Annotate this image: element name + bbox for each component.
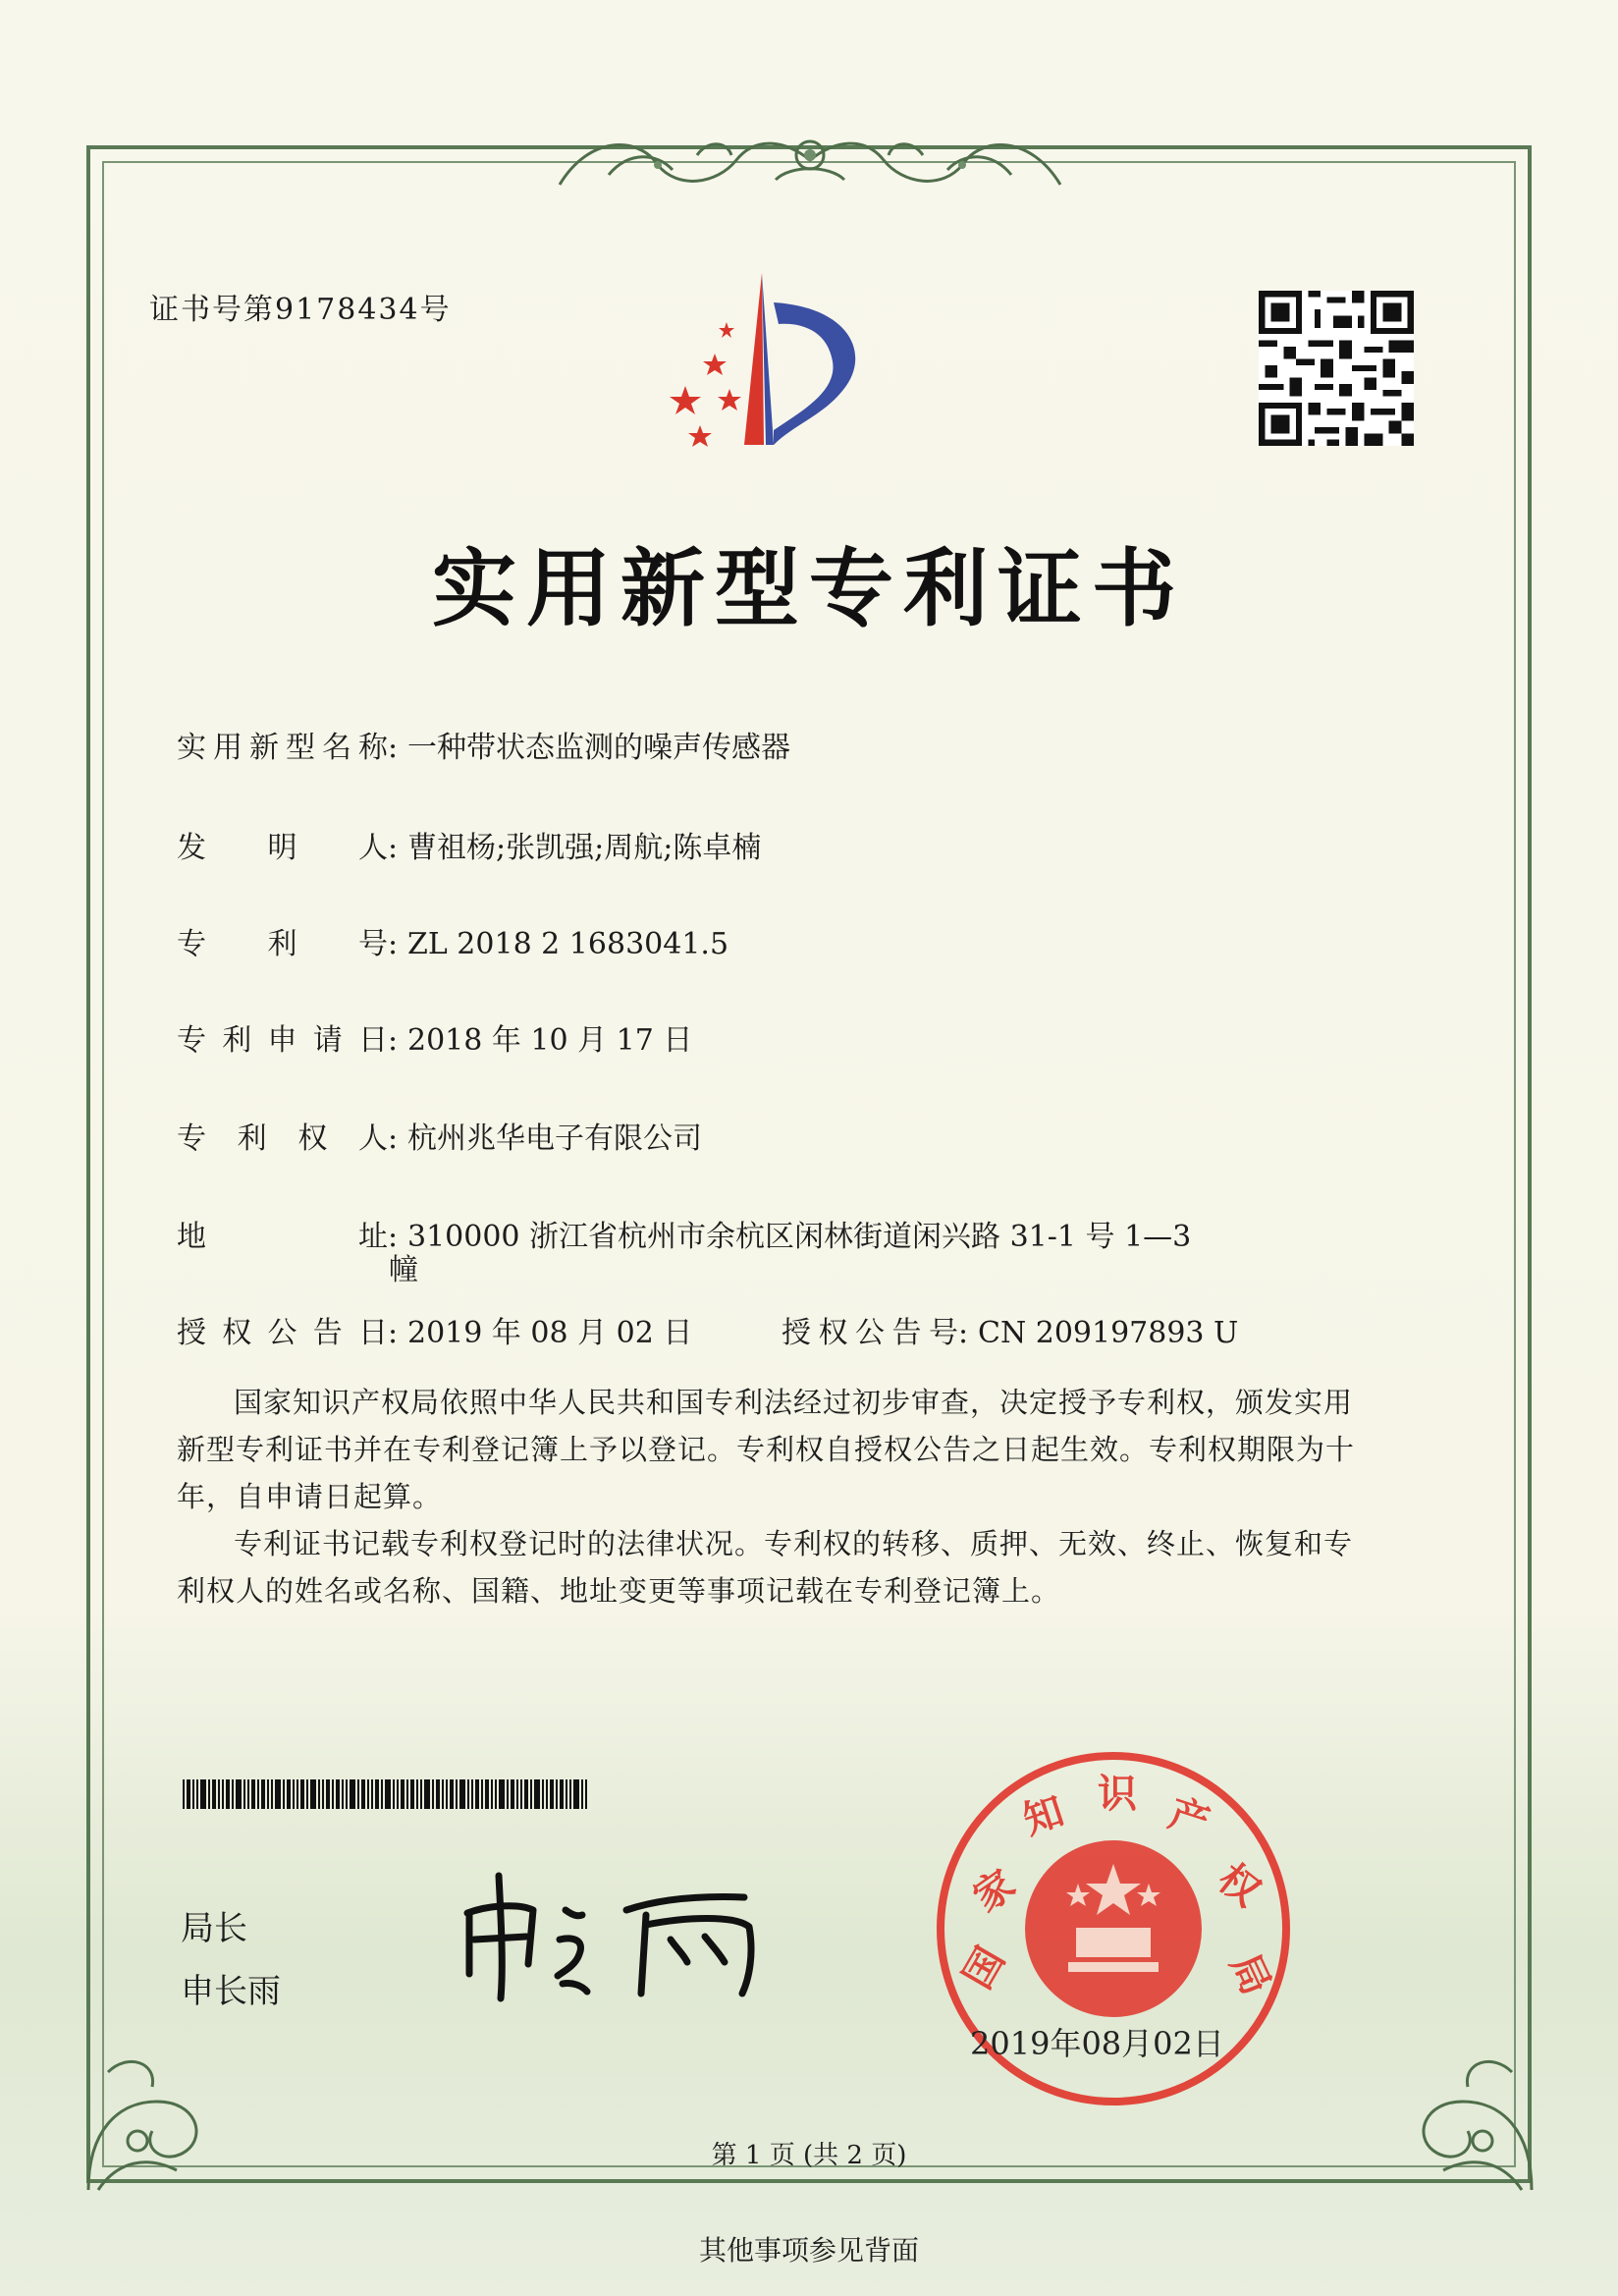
body-paragraph-2: 专利证书记载专利权登记时的法律状况。专利权的转移、质押、无效、终止、恢复和专利权人的姓名或名称、国籍、地址变更等事项记载在专利登记簿上。 [177, 1527, 1354, 1608]
cnipa-logo-icon [656, 263, 911, 460]
director-name: 申长雨 [181, 1972, 281, 2011]
inner-border [102, 161, 1516, 2167]
top-floral-ornament-icon [550, 116, 1070, 204]
svg-text:知: 知 [1017, 1788, 1070, 1844]
field-utility-model-name: 实用新型名称: 一种带状态监测的噪声传感器 [177, 723, 790, 766]
director-title: 局长 [181, 1909, 247, 1948]
certificate-number: 证书号第9178434号 [149, 293, 452, 327]
field-value: 2019 年 08 月 02 日 [407, 1316, 693, 1350]
svg-text:国: 国 [954, 1940, 1014, 1996]
seal-date: 2019年08月02日 [970, 2025, 1224, 2062]
bottom-left-floral-ornament-icon [79, 2043, 245, 2200]
field-address: 地址: 310000 浙江省杭州市余杭区闲林街道闲兴路 31-1 号 1—3 [177, 1212, 1191, 1255]
back-note: 其他事项参见背面 [698, 2234, 919, 2267]
field-value: 310000 浙江省杭州市余杭区闲林街道闲兴路 31-1 号 1—3 [407, 1220, 1192, 1254]
bottom-right-floral-ornament-icon [1375, 2043, 1541, 2200]
field-address-continued: 幢 [389, 1253, 418, 1287]
body-paragraph-1: 国家知识产权局依照中华人民共和国专利法经过初步审查，决定授予专利权，颁发实用新型专利证书并在专利登记簿上予以登记。专利权自授权公告之日起生效。专利权期限为十年，自申请日起算。 [177, 1386, 1356, 1513]
field-label: 实用新型名称 [177, 731, 388, 765]
field-label: 地址 [177, 1220, 388, 1254]
field-label: 授权公告号 [782, 1316, 958, 1350]
field-grant-number: 授权公告号: CN 209197893 U [782, 1308, 1238, 1351]
svg-text:权: 权 [1209, 1855, 1268, 1916]
barcode-icon [183, 1779, 587, 1809]
field-label: 专利号 [177, 927, 388, 961]
field-value: ZL 2018 2 1683041.5 [407, 927, 729, 961]
field-label: 专利权人 [177, 1121, 388, 1156]
field-value: 一种带状态监测的噪声传感器 [407, 731, 790, 765]
page-number: 第 1 页 (共 2 页) [711, 2141, 907, 2170]
field-label: 授权公告日 [177, 1316, 388, 1350]
field-grant-date: 授权公告日: 2019 年 08 月 02 日 [177, 1308, 692, 1351]
field-value: 2018 年 10 月 17 日 [407, 1023, 693, 1058]
field-inventor: 发明人: 曹祖杨;张凯强;周航;陈卓楠 [177, 823, 761, 866]
field-value: CN 209197893 U [978, 1316, 1239, 1350]
field-label: 发明人 [177, 831, 388, 865]
svg-text:识: 识 [1098, 1772, 1137, 1817]
field-filing-date: 专利申请日: 2018 年 10 月 17 日 [177, 1015, 692, 1059]
qr-code-icon [1259, 291, 1414, 446]
field-value: 杭州兆华电子有限公司 [407, 1121, 702, 1156]
svg-text:产: 产 [1162, 1790, 1215, 1846]
certificate-title: 实用新型专利证书 [432, 539, 1186, 638]
field-label: 专利申请日 [177, 1023, 388, 1058]
svg-text:家: 家 [965, 1861, 1024, 1922]
svg-text:局: 局 [1220, 1946, 1279, 2002]
field-patent-number: 专利号: ZL 2018 2 1683041.5 [177, 919, 728, 962]
handwritten-signature [450, 1856, 783, 2003]
field-value: 曹祖杨;张凯强;周航;陈卓楠 [407, 831, 762, 865]
field-patentee: 专利权人: 杭州兆华电子有限公司 [177, 1114, 702, 1157]
